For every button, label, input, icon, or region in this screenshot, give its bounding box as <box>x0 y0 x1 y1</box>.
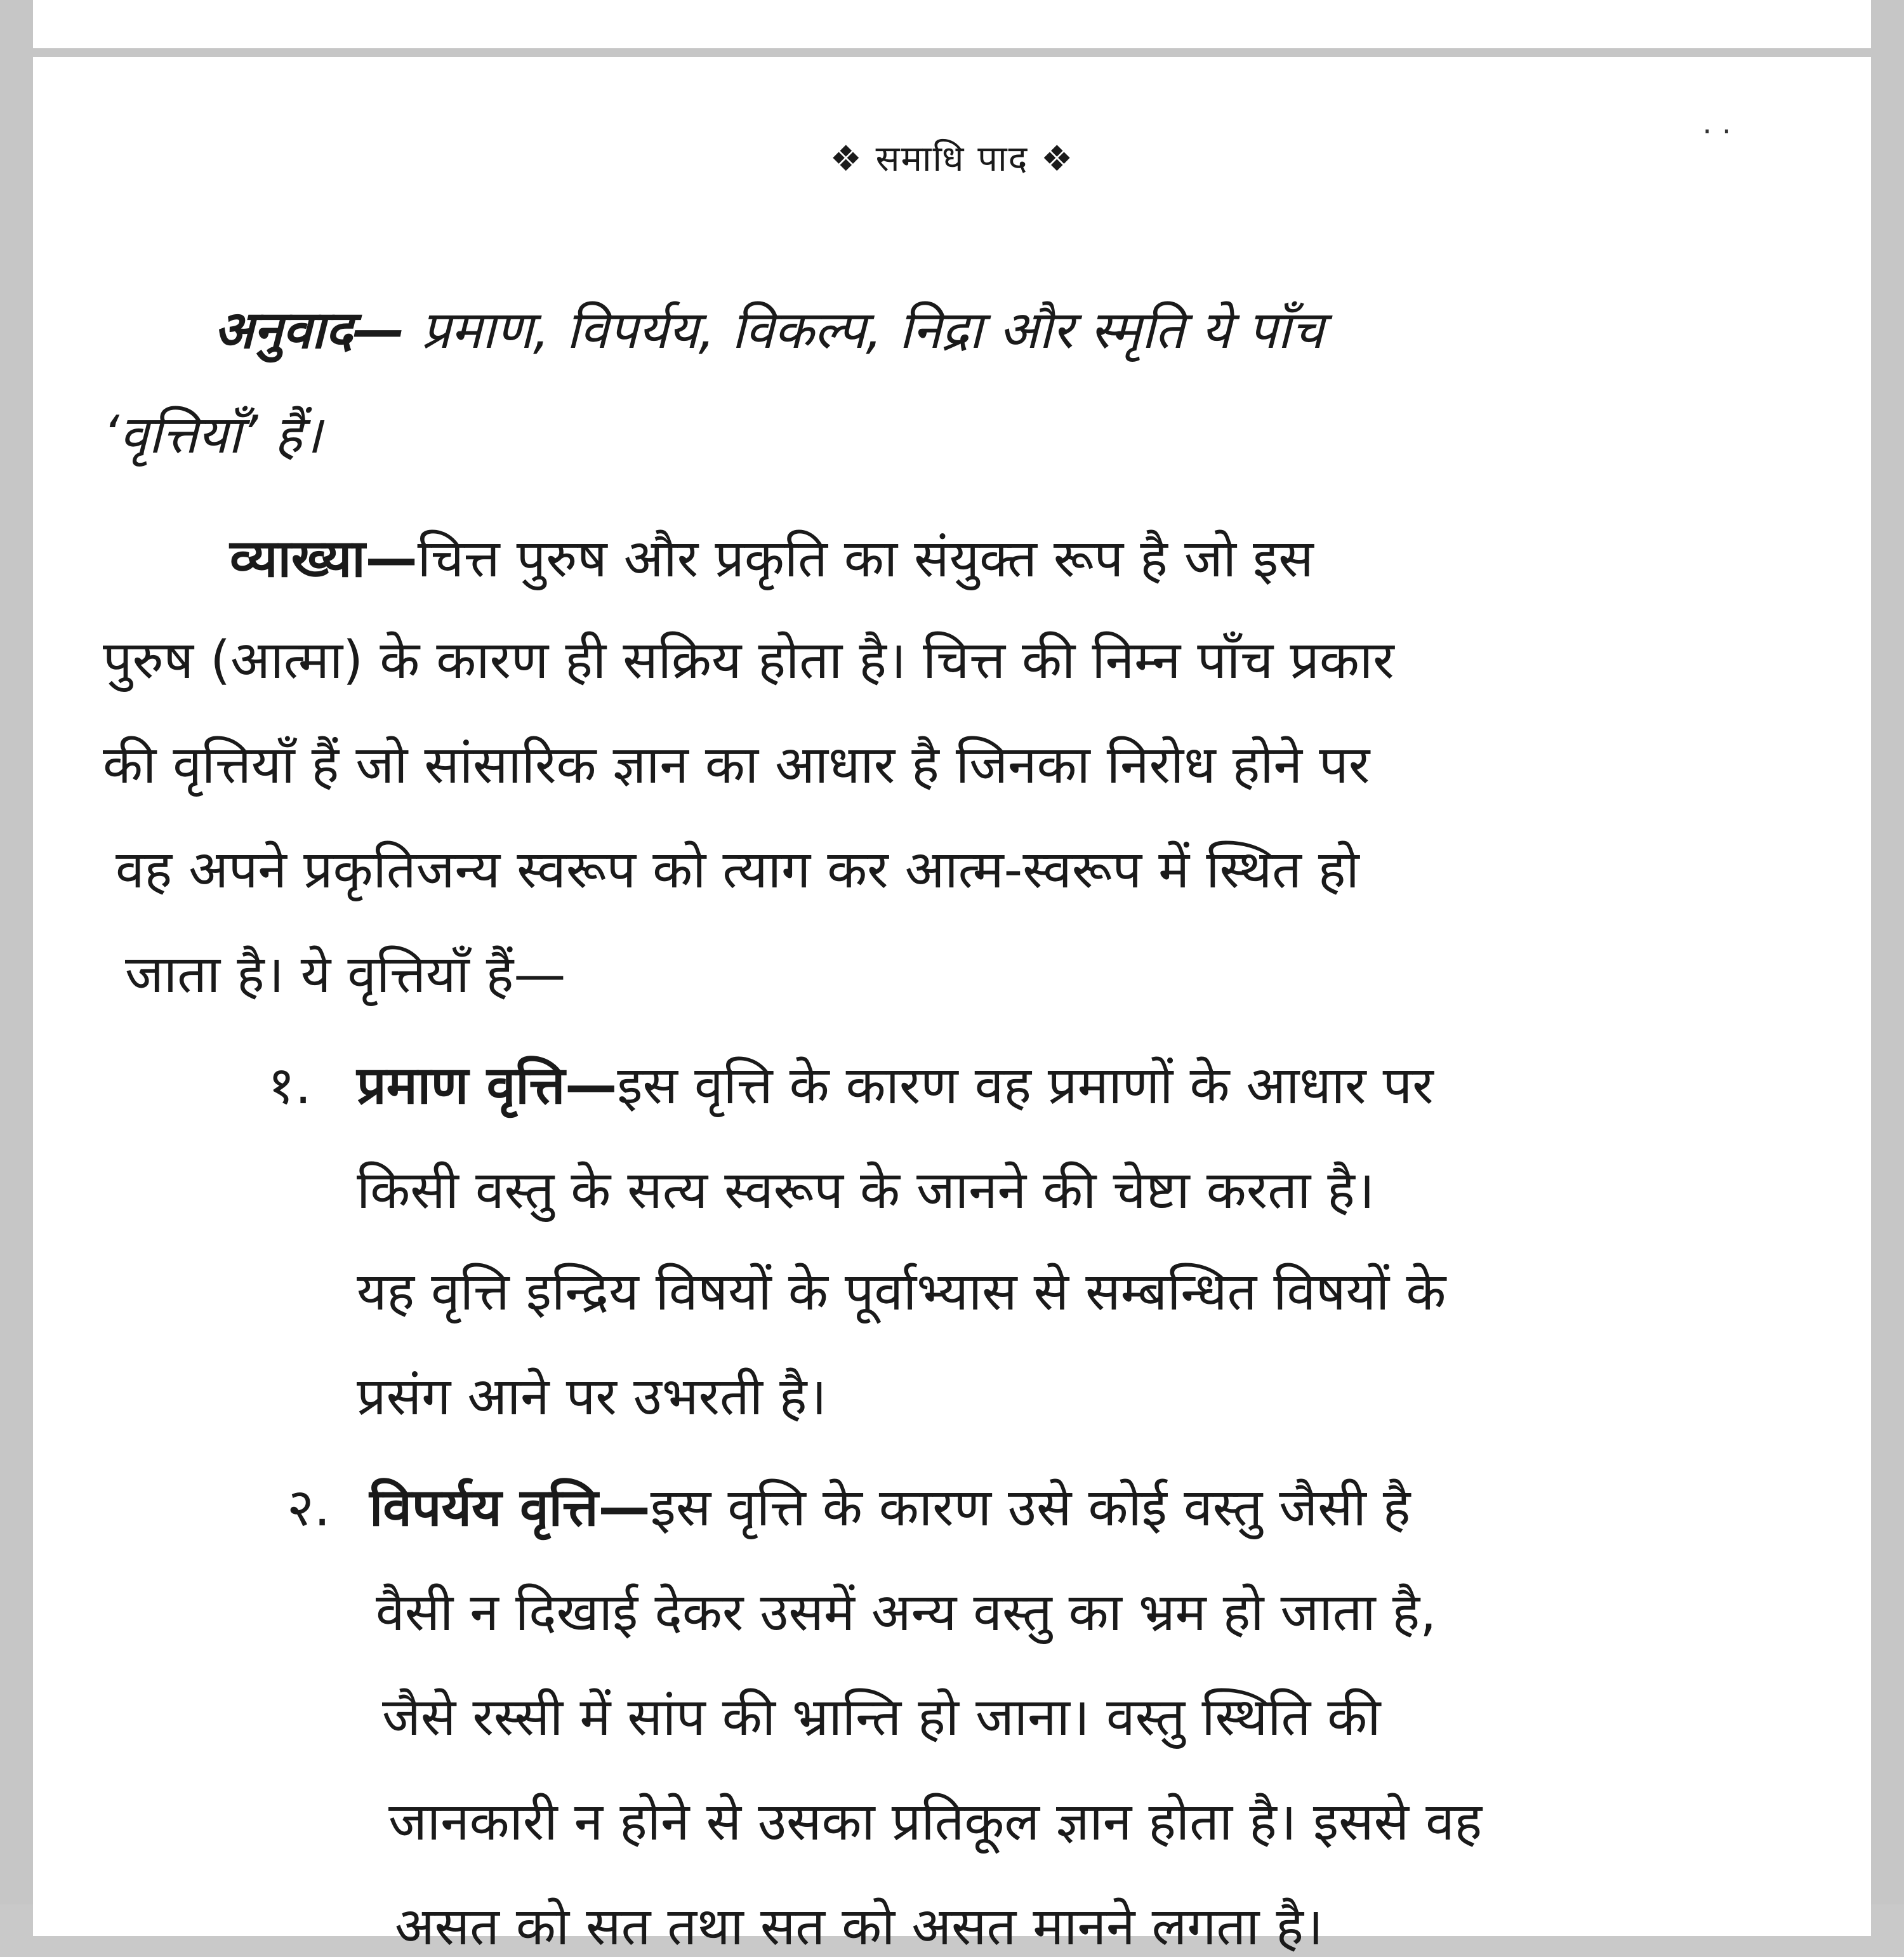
anuvad-line-1 <box>214 300 1324 361</box>
item-2-number: २. <box>287 1478 331 1538</box>
item-1-number: १. <box>268 1056 312 1116</box>
item-2-line-4: जानकारी न होने से उसका प्रतिकूल ज्ञान होता है। इससे वह <box>388 1792 1483 1852</box>
vyakhya-line-1 <box>230 529 1314 589</box>
item-1-text-1: इस वृत्ति के कारण वह प्रमाणों के आधार पर <box>617 1056 1434 1116</box>
item-2-line-5: असत को सत तथा सत को असत मानने लगता है। <box>395 1897 1324 1957</box>
vyakhya-label: व्याख्या— <box>230 529 418 589</box>
item-1-title: प्रमाण वृत्ति— <box>357 1056 618 1116</box>
item-1-line-3: यह वृत्ति इन्द्रिय विषयों के पूर्वाभ्यास से सम्बन्धित विषयों के <box>357 1262 1446 1322</box>
anuvad-line-2: ‘वृत्तियाँ’ हैं। <box>103 405 322 465</box>
item-2-title: विपर्यय वृत्ति— <box>369 1478 651 1538</box>
item-2-line-2: वैसी न दिखाई देकर उसमें अन्य वस्तु का भ्रम हो जाता है, <box>376 1582 1437 1643</box>
item-2-text-1: इस वृत्ति के कारण उसे कोई वस्तु जैसी है <box>650 1478 1411 1538</box>
anuvad-text-1: प्रमाण, विपर्यय, विकल्प, निद्रा और स्मृति ये पाँच <box>404 300 1324 361</box>
item-1-line-1 <box>357 1056 1434 1116</box>
anuvad-label: अनुवाद— <box>214 300 405 361</box>
item-1-line-4: प्रसंग आने पर उभरती है। <box>357 1367 827 1427</box>
vyakhya-line-4: वह अपने प्रकृतिजन्य स्वरूप को त्याग कर आत्म-स्वरूप में स्थित हो <box>116 840 1359 900</box>
item-2-line-1 <box>369 1478 1411 1538</box>
item-2-line-3: जैसे रस्सी में सांप की भ्रान्ति हो जाना। वस्तु स्थिति की <box>382 1687 1381 1748</box>
book-page <box>33 57 1871 1957</box>
vyakhya-line-5: जाता है। ये वृत्तियाँ हैं— <box>125 945 566 1005</box>
vyakhya-line-2: पुरुष (आत्मा) के कारण ही सक्रिय होता है। चित्त की निम्न पाँच प्रकार <box>103 630 1394 691</box>
item-1-line-2: किसी वस्तु के सत्य स्वरूप के जानने की चेष्टा करता है। <box>357 1160 1375 1221</box>
vyakhya-text-1: चित्त पुरुष और प्रकृति का संयुक्त रूप है जो इस <box>417 529 1314 589</box>
corner-mark: · · <box>1702 114 1731 150</box>
vyakhya-line-3: की वृत्तियाँ हैं जो सांसारिक ज्ञान का आधार है जिनका निरोध होने पर <box>103 735 1370 795</box>
page-header: ❖ समाधि पाद ❖ <box>830 138 1074 180</box>
previous-page-edge <box>33 0 1871 48</box>
